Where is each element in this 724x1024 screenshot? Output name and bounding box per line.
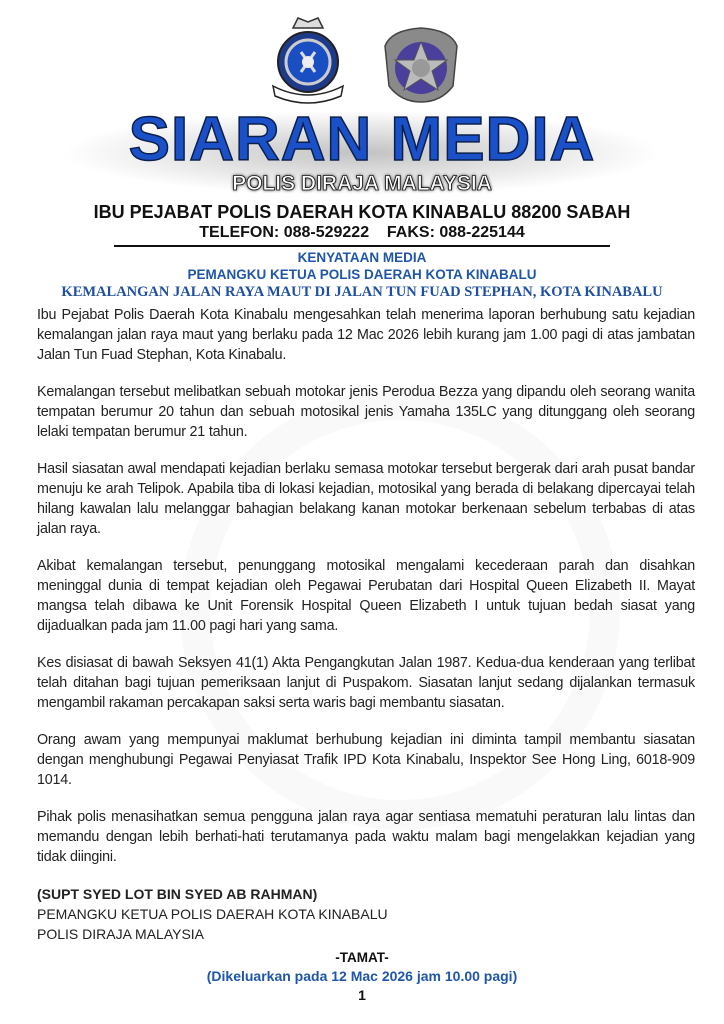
paragraph: Ibu Pejabat Polis Daerah Kota Kinabalu mengesahkan telah menerima laporan berhubung satu kejadian kemalangan jalan raya maut yang berlaku pada 12 Mac 2026 lebih kurang jam 1.00 pagi di atas jambatan Jalan Tun Fuad Stephan, Kota Kinabalu.	[37, 307, 695, 363]
phone-number: TELEFON: 088-529222	[199, 224, 370, 241]
paragraph: Akibat kemalangan tersebut, penunggang motosikal mengalami kecederaan parah dan disahkan meninggal dunia di tempat kejadian oleh Pegawai Perubatan dari Hospital Queen Elizabeth II. Mayat mangsa telah dibawa ke Unit Forensik Hospital Queen Elizabeth I untuk tujuan bedah siasat yang dijadualkan pada jam 11.00 pagi hari yang sama.	[37, 558, 695, 634]
header-divider	[114, 245, 610, 247]
issued-date: (Dikeluarkan pada 12 Mac 2026 jam 10.00 pagi)	[206, 968, 518, 984]
logo-row	[0, 0, 724, 104]
contact-line	[0, 223, 724, 242]
pdrm-crest-logo	[263, 14, 353, 104]
statement-body	[37, 305, 695, 867]
signatory-position: PEMANGKU KETUA POLIS DAERAH KOTA KINABALU	[37, 906, 388, 922]
office-address: IBU PEJABAT POLIS DAERAH KOTA KINABALU 88200 SABAH	[93, 202, 631, 222]
banner	[0, 106, 724, 200]
signature-block	[37, 884, 724, 944]
signatory-name: (SUPT SYED LOT BIN SYED AB RAHMAN)	[37, 886, 318, 902]
paragraph: Hasil siasatan awal mendapati kejadian berlaku semasa motokar tersebut bergerak dari arah pusat bandar menuju ke arah Telipok. Apabila tiba di lokasi kejadian, motosikal yang berada di belakang dipercayai telah hilang kawalan lalu melanggar bahagian belakang kanan motokar berkenaan sebelum terbabas di atas jalan raya.	[37, 461, 695, 537]
page-number: 1	[358, 987, 366, 1003]
integriti-badge-logo	[381, 26, 461, 104]
end-marker: -TAMAT-	[335, 950, 389, 965]
paragraph: Orang awam yang mempunyai maklumat berhubung kejadian ini diminta tampil membantu siasatan dengan menghubungi Pegawai Penyiasat Trafik IPD Kota Kinabalu, Inspektor See Hong Ling, 6018-909 1014.	[37, 732, 695, 788]
banner-subtitle: POLIS DIRAJA MALAYSIA	[232, 172, 492, 195]
fax-number: FAKS: 088-225144	[386, 224, 525, 241]
paragraph: Kemalangan tersebut melibatkan sebuah motokar jenis Perodua Bezza yang dipandu oleh seorang wanita tempatan berumur 20 tahun dan sebuah motosikal jenis Yamaha 135LC yang ditunggang oleh seorang lelaki tempatan berumur 21 tahun.	[37, 384, 695, 440]
statement-title: KEMALANGAN JALAN RAYA MAUT DI JALAN TUN FUAD STEPHAN, KOTA KINABALU	[61, 284, 663, 300]
paragraph: Kes disiasat di bawah Seksyen 41(1) Akta Pengangkutan Jalan 1987. Kedua-dua kenderaan yang terlibat telah ditahan bagi tujuan pemeriksaan lanjut di Puspakom. Siasatan lanjut sedang dijalankan termasuk mengambil rakaman percakapan saksi serta waris bagi membantu siasatan.	[37, 655, 695, 711]
statement-issuer: PEMANGKU KETUA POLIS DAERAH KOTA KINABALU	[187, 267, 537, 282]
statement-type: KENYATAAN MEDIA	[297, 250, 427, 265]
signatory-organisation: POLIS DIRAJA MALAYSIA	[37, 926, 205, 942]
paragraph: Pihak polis menasihatkan semua pengguna jalan raya agar sentiasa mematuhi peraturan lalu lintas dan memandu dengan lebih berhati-hati terutamanya pada waktu malam bagi mengelakkan kejadian yang tidak diingini.	[37, 809, 695, 865]
banner-title: SIARAN MEDIA	[128, 105, 596, 174]
